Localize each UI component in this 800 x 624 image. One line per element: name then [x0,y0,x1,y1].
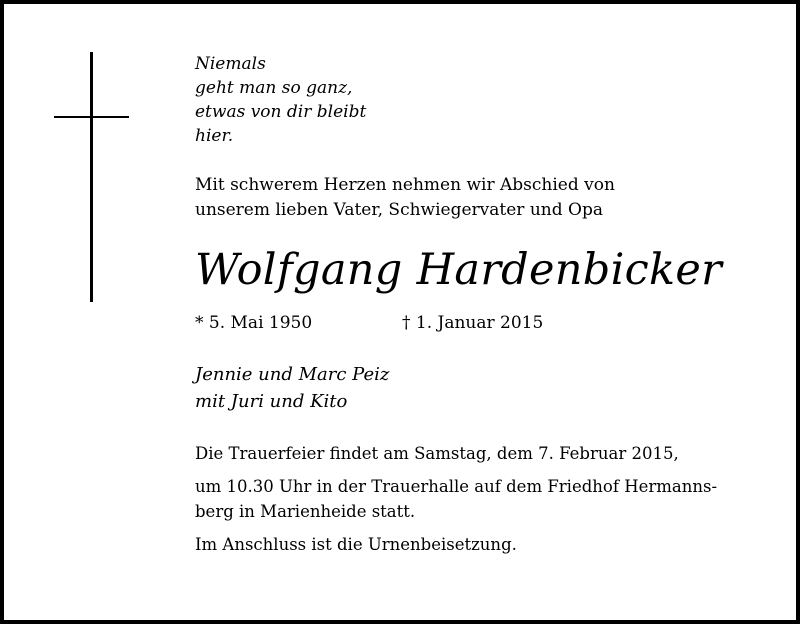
memorial-poem [195,52,755,148]
poem-line: geht man so ganz, [195,78,353,98]
birth-date: * 5. Mai 1950 [195,313,313,333]
poem-line: Niemals [195,54,266,74]
cross-icon-horizontal-bar [54,116,129,118]
intro-line: unserem lieben Vater, Schwiegervater und Opa [195,200,603,220]
urn-burial-paragraph: Im Anschluss ist die Urnenbeisetzung. [195,535,517,554]
deceased-name: Wolfgang Hardenbicker [195,245,722,295]
family-line: mit Juri und Kito [195,391,348,412]
cross-icon-vertical-bar [90,52,93,302]
mourning-family [195,361,755,415]
funeral-information [195,441,755,557]
location-line: um 10.30 Uhr in der Trauerhalle auf dem Friedhof Hermanns- [195,477,718,496]
funeral-date-paragraph: Die Trauerfeier findet am Samstag, dem 7. Februar 2015, [195,444,679,463]
obituary-content [195,52,755,565]
farewell-intro [195,173,755,223]
intro-line: Mit schwerem Herzen nehmen wir Abschied von [195,175,615,195]
poem-line: etwas von dir bleibt [195,102,367,122]
location-line: berg in Marienheide statt. [195,502,416,521]
family-line: Jennie und Marc Peiz [195,364,390,385]
death-date: † 1. Januar 2015 [402,313,544,333]
poem-line: hier. [195,126,234,146]
life-dates [195,311,755,335]
